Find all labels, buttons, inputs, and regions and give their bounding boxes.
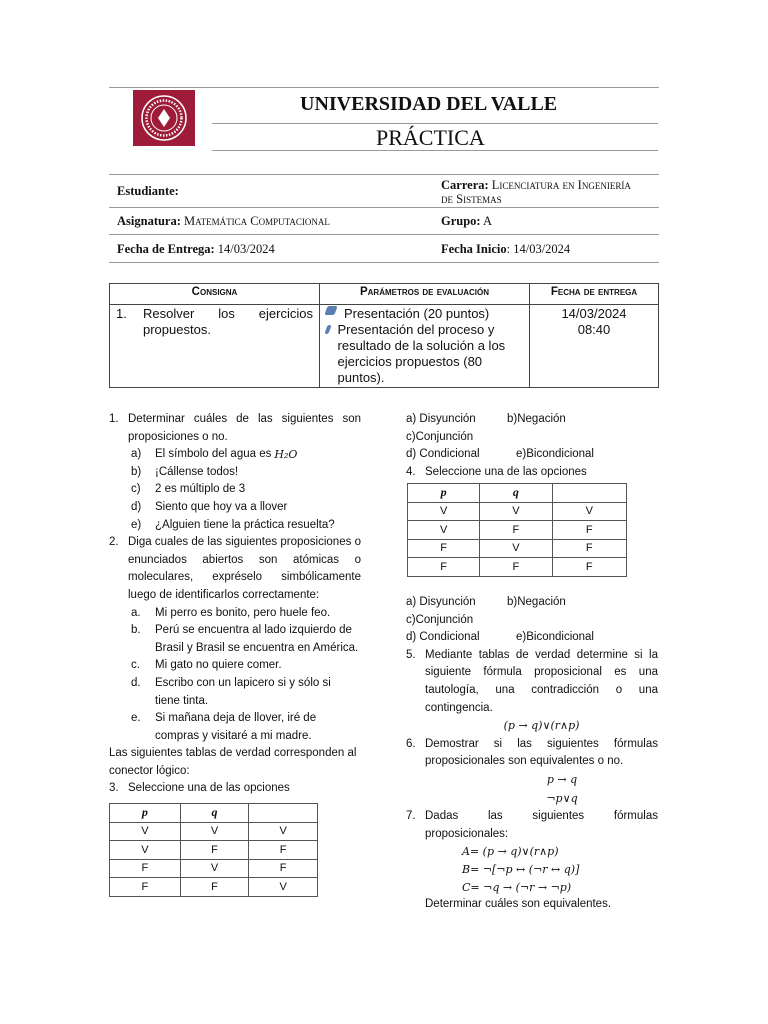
q2-options: a. Mi perro es bonito, pero huele feo. b. Perú se encuentra al lado izquierdo de Brasil y Brasil se encuentra en América. c. Mi gato no quiere comer. d. Escribo con un lapicero si y sólo si tiene tinta. e. Si mañana deja de llover, iré de compras y visitaré a mi madre. [131,606,359,742]
table-row: V F F [408,521,627,540]
q2-item: Escribo con un lapicero si y sólo si [155,676,331,689]
q5-formula: (p → q)∨(r∧p) [503,719,580,733]
question-5: Mediante tablas de verdad determine si la [425,648,658,661]
start-date-field: Fecha Inicio: 14/03/2024 [441,242,571,256]
option-c: c)Conjunción [406,613,474,626]
q1-options: a) El símbolo del agua es H₂O b) ¡Cállense todos! c) 2 es múltiplo de 3 d) Siento que hoy va a llover e) ¿Alguien tiene la práctica resuelta? [109,446,361,534]
assignment-table [109,283,659,388]
q1-item: El símbolo del agua es [155,448,272,461]
header-top-rule [109,87,659,88]
student-label: Estudiante: [117,184,179,198]
q1-item: 2 es múltiplo de 3 [155,483,246,496]
option-b: b)Negación [507,596,566,608]
option-b: b)Negación [507,413,566,425]
option-e: e)Bicondicional [516,448,594,461]
title-divider [212,123,658,124]
truth-table-3: p q V V V V F F F V F F F V [109,803,318,897]
formula-a: A= (p → q)∨(r∧p) [462,845,559,859]
info-rule-4 [109,262,659,263]
task-text: Resolver los ejercicios propuestos. [143,306,313,337]
table-row: V V V [110,822,318,841]
param-2: Presentación del proceso y resultado de la solución a los ejercicios propuestos (80 puntos). [337,322,506,385]
formula-b: B= ¬[¬p ↔ (¬r ↔ q)] [462,862,580,876]
option-c: c)Conjunción [406,430,474,443]
subject-field: Asignatura: Matemática Computacional [117,214,330,228]
table-row: F F F [408,558,627,577]
subject-value: Matemática Computacional [184,214,330,228]
q1-item: ¡Cállense todos! [155,465,239,478]
question-4: Seleccione una de las opciones [425,465,587,478]
start-date-value: : 14/03/2024 [506,242,571,256]
col-consigna: Consigna [110,284,320,305]
q6-formula-1: p → q [546,772,578,786]
q6-formula-2: ¬p∨q [546,791,578,805]
delivery-date-value: 14/03/2024 [217,242,275,256]
table-row: V F F [110,841,318,860]
option-a: a) Disyunción [406,596,476,608]
param-1: Presentación (20 puntos) [344,306,490,321]
university-logo [133,90,195,146]
q2-item: Perú se encuentra al lado izquierdo de [155,624,352,637]
date-cell [530,305,659,388]
q1-item: ¿Alguien tiene la práctica resuelta? [155,518,335,531]
bullet-icon [324,306,337,315]
q2-item: Mi gato no quiere comer. [155,659,282,672]
table-row: F F V [110,878,318,897]
info-rule-1 [109,174,659,175]
career-field: Carrera: Licenciatura en Ingeniería de Sistemas [441,178,631,206]
truth-table-4: p q V V V V F F F V F F F F [407,483,627,577]
q2-item: Mi perro es bonito, pero huele feo. [155,606,331,619]
q1-item: Siento que hoy va a llover [155,500,288,513]
info-rule-2 [109,207,659,208]
group-value: A [483,214,493,228]
truth-tables-intro: Las siguientes tablas de verdad corresponden al [109,747,357,760]
question-6: Demostrar si las siguientes fórmulas [425,737,658,750]
table-row: F V F [110,859,318,878]
question-7: Dadas las siguientes fórmulas [425,810,658,823]
q7-instruction: Determinar cuáles son equivalentes. [425,898,612,911]
document-type: PRÁCTICA [376,125,485,150]
bullet-icon [324,325,331,334]
right-column-lower: a) Disyunción b)Negación c)Conjunción d) Condicional e)Bicondicional 5. Mediante tablas de verdad determine si la siguiente fórmula proposicional es una tautología, una contradicción o una contingencia. (p → q)∨(r∧p) 6. Demostrar si las siguientes fórmulas proposicionales son equivalentes o no. p → q ¬p∨q 7. Dadas las siguientes fórmulas proposicionales: A= (p → q)∨(r∧p) B= ¬[¬p ↔ (¬r ↔ q)] C= ¬q → (¬r → ¬p) Determinar cuáles son equivalentes. [406,594,658,914]
h2o-formula: H₂O [274,448,298,462]
career-value-cont: de Sistemas [441,192,502,206]
left-column: 1. Determinar cuáles de las siguientes son proposiciones o no. a) El símbolo del agua es H₂O b) ¡Cállense todos! c) 2 es múltiplo de 3 d) Siento que hoy va a llover e) ¿Alguien tiene la práctica resuelta? 2. Diga cuales de las siguientes proposiciones o enunciados abiertos son atómicas o moleculares, expréselo simbólicamente luego de identificarlos correctamente: a. Mi perro es bonito, pero huele feo. b. Perú se encuentra al lado izquierdo de Brasil y Brasil se encuentra en América. c. Mi gato no quiere comer. d. Escribo con un lapicero si y sólo si tiene tinta. e. Si mañana deja de llover, iré de compras y visitaré a mi madre. Las siguientes tablas de verdad corresponden al conector lógico: 3. Seleccione una de las opciones [109,411,361,798]
due-time: 08:40 [577,322,611,337]
params-cell [320,305,530,388]
formula-c: C= ¬q → (¬r → ¬p) [462,880,572,894]
col-fecha: Fecha de entrega [530,284,659,305]
question-3: Seleccione una de las opciones [128,782,290,795]
info-rule-3 [109,234,659,235]
due-date: 14/03/2024 [561,306,627,321]
q2-item: Si mañana deja de llover, iré de [155,712,317,725]
option-d: d) Condicional [406,448,480,461]
table-row: F V F [408,539,627,558]
task-cell: 1. Resolver los ejercicios propuestos. [110,305,320,388]
right-column: a) Disyunción b)Negación c)Conjunción d) Condicional e)Bicondicional 4. Seleccione una de las opciones [406,411,658,481]
question-1: Determinar cuáles de las siguientes son [128,413,361,425]
option-d: d) Condicional [406,631,480,644]
col-parametros: Parámetros de evaluación [320,284,530,305]
group-field: Grupo: A [441,214,493,228]
option-a: a) Disyunción [406,413,476,425]
delivery-date-field: Fecha de Entrega: 14/03/2024 [117,242,275,256]
career-value: Licenciatura en Ingeniería [491,178,631,192]
option-e: e)Bicondicional [516,631,594,644]
question-2: Diga cuales de las siguientes proposiciones o [128,536,361,549]
header-bottom-rule [212,150,658,151]
table-row: V V V [408,502,627,521]
university-name: UNIVERSIDAD DEL VALLE [300,93,558,115]
